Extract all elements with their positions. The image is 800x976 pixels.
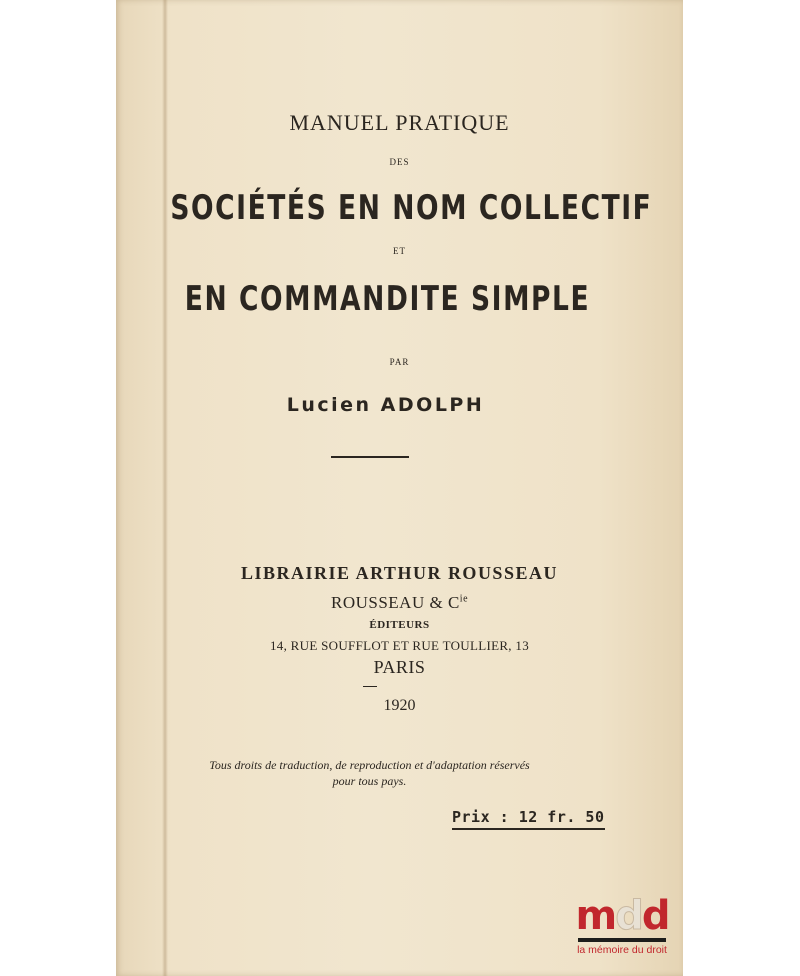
publisher-city: PARIS — [373, 657, 426, 677]
rights-line-1: Tous droits de traduction, de reproduction et d'adaptation réservés — [209, 758, 530, 772]
author-name: Lucien ADOLPH — [286, 394, 485, 416]
title-line-1: MANUEL PRATIQUE — [289, 110, 510, 135]
title-line-2: SOCIÉTÉS EN NOM COLLECTIF — [170, 188, 653, 228]
price-label: Prix : 12 fr. 50 — [452, 808, 605, 830]
logo-letter-m: m — [575, 893, 616, 939]
title-line-3: EN COMMANDITE SIMPLE — [184, 279, 591, 319]
publisher-address: 14, RUE SOUFFLOT ET RUE TOULLIER, 13 — [269, 638, 530, 653]
rights-line-2: pour tous pays. — [332, 774, 407, 788]
logo-letter-d1: d — [615, 893, 642, 939]
title-connector-des: DES — [389, 157, 410, 167]
publication-year: 1920 — [383, 697, 416, 714]
mdd-logo[interactable] — [572, 893, 672, 956]
logo-letter-d2: d — [641, 893, 669, 939]
divider-rule — [331, 456, 409, 458]
publisher-company-text: ROUSSEAU & C — [330, 593, 460, 612]
page-fold-shadow — [162, 0, 168, 976]
small-divider — [363, 686, 377, 687]
author-by: PAR — [389, 357, 410, 367]
logo-tagline: la mémoire du droit — [577, 944, 667, 956]
publisher-name: LIBRAIRIE ARTHUR ROUSSEAU — [241, 563, 558, 583]
publisher-company-sup: ie — [459, 593, 469, 605]
mdd-logo-letters — [572, 893, 672, 939]
title-connector-et: ET — [393, 246, 406, 256]
publisher-company — [116, 593, 683, 613]
publisher-role: ÉDITEURS — [369, 619, 430, 631]
